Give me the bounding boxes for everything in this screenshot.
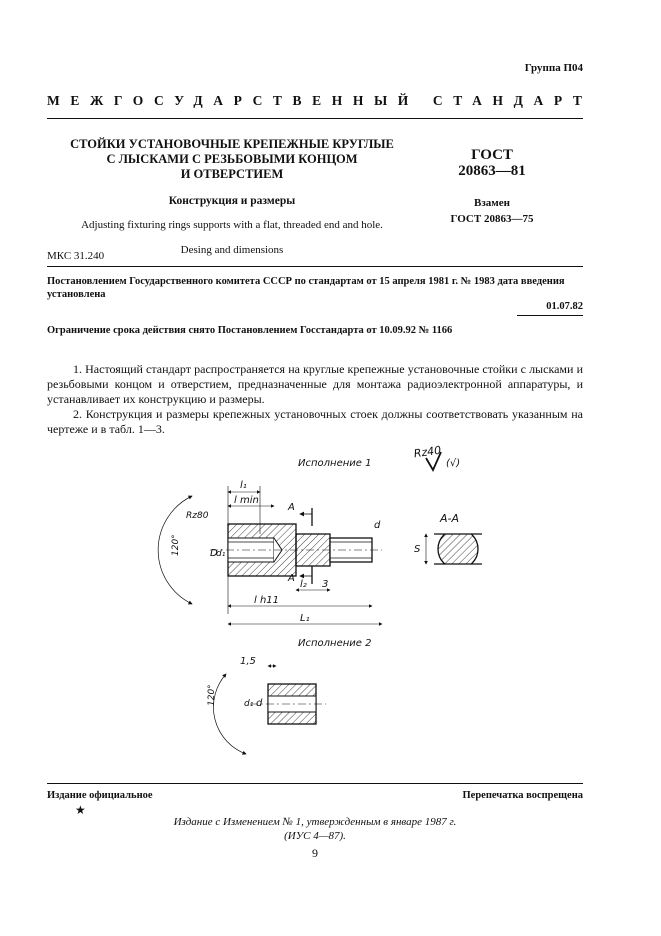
change-note-line-2: (ИУС 4—87). [284, 830, 346, 842]
page-number: 9 [312, 846, 318, 860]
title-line-2: С ЛЫСКАМИ С РЕЗЬБОВЫМИ КОНЦОМ [106, 152, 358, 166]
gost-label: ГОСТ [471, 147, 513, 163]
dim-L1: L₁ [300, 613, 310, 624]
section-mark-top: А [288, 502, 295, 513]
footer-rule [47, 783, 583, 784]
dim-D: D [210, 548, 218, 559]
dim-d1: d₁ [216, 549, 226, 559]
dim-lh11: l h11 [254, 595, 280, 606]
dim-d1-v2: d₁ [244, 699, 254, 709]
gost-block [440, 147, 544, 225]
dim-1-5: 1,5 [240, 656, 256, 667]
roughness-label: Rz40 [412, 443, 442, 461]
mks-rule [47, 266, 583, 267]
footer-reprint: Перепечатка воспрещена [462, 790, 583, 801]
intro-date: 01.07.82 [546, 301, 583, 312]
replaces-value: ГОСТ 20863—75 [450, 213, 534, 225]
limit-text: Ограничение срока действия снято Постановлением Госстандарта от 10.09.92 № 1166 [47, 325, 453, 336]
group-label: Группа П04 [524, 62, 583, 74]
change-note-line-1: Издание с Изменением № 1, утвержденным в январе 1987 г. [173, 816, 457, 828]
change-note [47, 815, 583, 843]
dim-lmin: l min [234, 495, 259, 506]
star-icon: ★ [75, 803, 86, 817]
date-rule [517, 315, 583, 316]
body-text [47, 362, 583, 437]
rz80-label: Rz80 [186, 511, 209, 521]
subtitle-ru: Конструкция и размеры [168, 195, 296, 207]
technical-drawing [150, 434, 490, 774]
replaces-label: Взамен [474, 197, 510, 209]
mks-code: МКС 31.240 [47, 250, 105, 262]
decree-text: Постановлением Государственного комитета СССР по стандартам от 15 апреля 1981 г. № 1983 дата введения установлена [47, 276, 565, 300]
title-en-line-2: Desing and dimensions [180, 244, 284, 256]
angle-label: 120° [171, 534, 181, 556]
angle-label-v2: 120° [207, 684, 217, 706]
title-line-3: И ОТВЕРСТИЕМ [180, 167, 284, 181]
section-aa-view [434, 529, 482, 569]
footer-official: Издание официальное [47, 790, 153, 801]
standard-banner: МЕЖГОСУДАРСТВЕННЫЙ СТАНДАРТ [47, 93, 593, 108]
variant1-label: Исполнение 1 [298, 458, 372, 469]
section-label: А-А [440, 512, 460, 525]
gost-number: 20863—81 [458, 163, 526, 179]
paragraph-1: 1. Настоящий стандарт распространяется на круглые крепежные установочные стойки с лысками и резьбовыми концом и отверстием, предназначенные для монтажа радиоэлектронной аппаратуры, и устанавливает их конструкцию и размеры. [47, 362, 583, 406]
paragraph-2: 2. Конструкция и размеры крепежных установочных стоек должны соответствовать указанным на чертеже и в табл. 1—3. [47, 407, 583, 436]
variant2-label: Исполнение 2 [298, 638, 372, 649]
dim-S: S [414, 544, 421, 555]
dim-l1: l₁ [240, 480, 247, 491]
variant1-part [210, 524, 382, 576]
title-block [47, 137, 417, 257]
title-line-1: СТОЙКИ УСТАНОВОЧНЫЕ КРЕПЕЖНЫЕ КРУГЛЫЕ [70, 137, 394, 151]
dim-l2: l₂ [300, 579, 307, 590]
dim-three: 3 [322, 579, 329, 590]
top-rule [47, 118, 583, 119]
dim-d-v2: d [256, 698, 263, 709]
roughness-paren: (√) [446, 458, 461, 469]
dim-d-shaft: d [374, 520, 381, 531]
section-mark-bottom: А [288, 573, 295, 584]
title-en-line-1: Adjusting fixturing rings supports with a flat, threaded end and hole. [81, 219, 383, 231]
